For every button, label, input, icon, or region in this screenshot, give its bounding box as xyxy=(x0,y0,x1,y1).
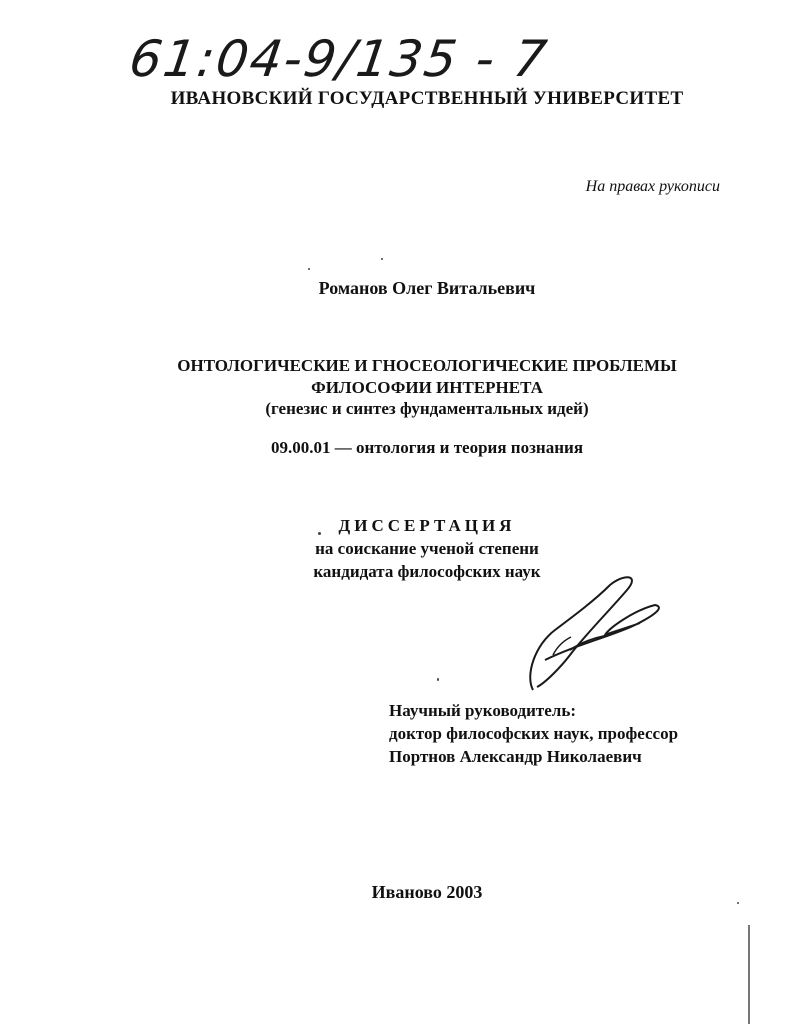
scan-edge-line xyxy=(748,925,750,1024)
handwritten-archive-code: 61:04-9/135 - 7 xyxy=(125,30,552,88)
scan-speck xyxy=(437,678,439,681)
dissertation-title-line-2: ФИЛОСОФИИ ИНТЕРНЕТА xyxy=(311,378,543,397)
specialty-code: 09.00.01 — онтология и теория познания xyxy=(270,438,584,457)
scan-speck xyxy=(737,902,739,904)
scan-speck xyxy=(381,258,383,260)
degree-line-1: на соискание ученой степени xyxy=(315,539,539,558)
handwritten-signature xyxy=(515,565,675,695)
scan-speck xyxy=(308,268,310,270)
degree-line-2: кандидата философских наук xyxy=(313,562,541,581)
supervisor-block xyxy=(389,699,678,768)
dissertation-subtitle: (генезис и синтез фундаментальных идей) xyxy=(265,399,589,418)
city-and-year: Иваново 2003 xyxy=(371,882,483,902)
supervisor-heading: Научный руководитель: xyxy=(389,701,576,720)
supervisor-name: Портнов Александр Николаевич xyxy=(389,747,642,766)
manuscript-rights-note: На правах рукописи xyxy=(585,178,720,195)
document-type-label: ДИССЕРТАЦИЯ xyxy=(338,516,516,535)
university-name: ИВАНОВСКИЙ ГОСУДАРСТВЕННЫЙ УНИВЕРСИТЕТ xyxy=(170,88,684,109)
supervisor-degree: доктор философских наук, профессор xyxy=(389,724,679,743)
dissertation-title-line-1: ОНТОЛОГИЧЕСКИЕ И ГНОСЕОЛОГИЧЕСКИЕ ПРОБЛЕМЫ xyxy=(177,356,677,375)
author-name: Романов Олег Витальевич xyxy=(318,278,536,298)
